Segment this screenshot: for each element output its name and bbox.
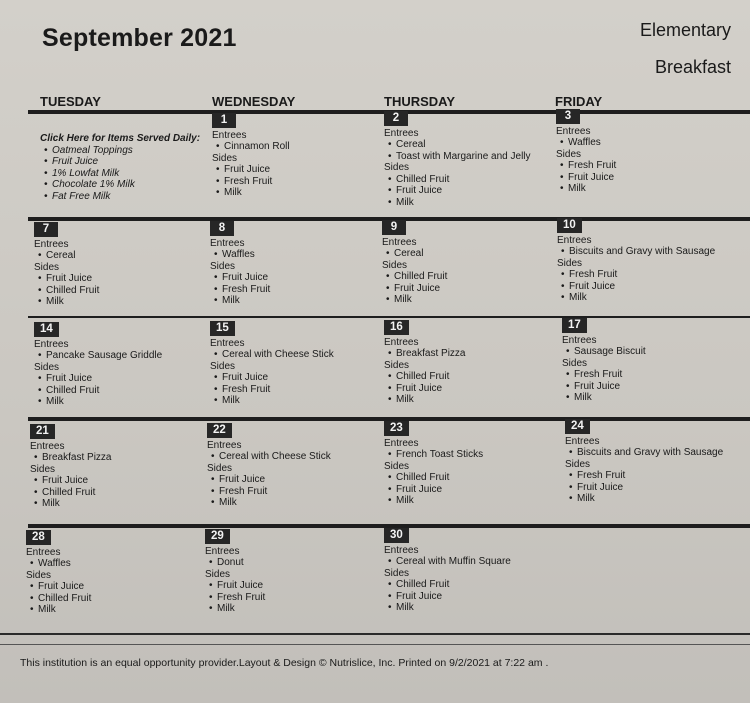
side-item[interactable]: • Milk <box>211 497 377 509</box>
entrees-list <box>205 557 375 569</box>
entree-item[interactable]: • Breakfast Pizza <box>388 348 554 360</box>
entrees-list <box>210 249 380 261</box>
sides-list <box>34 373 204 408</box>
date-badge: 8 <box>210 221 234 236</box>
date-badge: 14 <box>34 322 59 337</box>
side-item[interactable]: • Chilled Fruit <box>388 174 554 186</box>
side-item[interactable]: • Fresh Fruit <box>560 160 726 172</box>
day-cell-24 <box>565 419 735 505</box>
day-cell-16 <box>384 320 554 406</box>
entree-item[interactable]: • Pancake Sausage Griddle <box>38 350 204 362</box>
entree-item[interactable]: • Waffles <box>560 137 726 149</box>
sides-label: Sides <box>556 148 582 160</box>
side-item[interactable]: • Milk <box>38 296 204 308</box>
entrees-label: Entrees <box>34 338 69 350</box>
entrees-list <box>384 556 554 568</box>
sides-list <box>384 472 554 507</box>
day-cell-29 <box>205 529 375 615</box>
sides-list <box>30 475 200 510</box>
side-item[interactable]: • Fresh Fruit <box>211 486 377 498</box>
entrees-label: Entrees <box>26 546 61 558</box>
sides-label: Sides <box>34 361 60 373</box>
side-item[interactable]: • Milk <box>388 197 554 209</box>
sides-label: Sides <box>562 357 588 369</box>
sides-list <box>384 371 554 406</box>
sides-label: Sides <box>212 152 238 164</box>
date-badge: 7 <box>34 222 58 237</box>
sides-label: Sides <box>384 162 410 173</box>
day-header-wednesday: WEDNESDAY <box>212 94 296 109</box>
side-item[interactable]: • Milk <box>566 392 732 404</box>
date-badge: 10 <box>557 218 582 233</box>
entree-item[interactable]: • Toast with Margarine and Jelly <box>388 151 554 163</box>
day-cell-21 <box>30 424 200 510</box>
daily-items-link[interactable]: Click Here for Items Served Daily: <box>40 133 201 144</box>
footer-note: This institution is an equal opportunity provider.Layout & Design © Nutrislice, Inc. Printed on 9/2/2021 at 7:22 am . <box>20 657 549 669</box>
entrees-label: Entrees <box>212 129 247 141</box>
side-item[interactable]: • Fruit Juice <box>560 172 726 184</box>
side-item[interactable]: • Fruit Juice <box>388 185 554 197</box>
side-item[interactable]: • Fruit Juice <box>388 484 554 496</box>
sides-list <box>556 160 726 195</box>
entree-item[interactable]: • Cereal <box>38 250 204 262</box>
day-cell-8 <box>210 221 380 307</box>
entrees-label: Entrees <box>384 127 419 139</box>
meal-type-label: Breakfast <box>655 57 732 77</box>
sides-label: Sides <box>382 259 408 271</box>
sides-label: Sides <box>210 260 236 272</box>
entrees-list <box>30 452 200 464</box>
date-badge: 30 <box>384 528 409 543</box>
entrees-label: Entrees <box>34 238 69 250</box>
side-item[interactable]: • Milk <box>569 493 735 505</box>
entrees-label: Entrees <box>384 437 419 449</box>
date-badge: 17 <box>562 318 587 333</box>
sides-label: Sides <box>207 462 233 474</box>
entrees-label: Entrees <box>384 336 419 348</box>
side-item[interactable]: • Fruit Juice <box>38 373 204 385</box>
entree-item[interactable]: • Cereal with Cheese Stick <box>214 349 380 361</box>
sides-label: Sides <box>210 360 236 372</box>
entree-item[interactable]: • Cereal with Muffin Square <box>388 556 554 568</box>
side-item[interactable]: • Milk <box>214 395 380 407</box>
side-item[interactable]: • Fruit Juice <box>30 581 196 593</box>
side-item[interactable]: • Milk <box>388 602 554 614</box>
sides-label: Sides <box>384 359 410 371</box>
date-badge: 2 <box>384 111 408 126</box>
side-item[interactable]: • Fresh Fruit <box>214 384 380 396</box>
sides-list <box>382 271 552 306</box>
sides-list <box>207 474 377 509</box>
entree-item[interactable]: • Waffles <box>214 249 380 261</box>
side-item[interactable]: • Fruit Juice <box>386 283 552 295</box>
side-item[interactable]: • Fruit Juice <box>388 383 554 395</box>
entrees-label: Entrees <box>205 545 240 557</box>
entree-item[interactable]: • French Toast Sticks <box>388 449 554 461</box>
date-badge: 1 <box>212 113 236 128</box>
sides-list <box>26 581 196 616</box>
side-item[interactable]: • Fruit Juice <box>214 272 380 284</box>
sides-list <box>384 579 554 614</box>
entrees-label: Entrees <box>30 440 65 452</box>
sides-label: Sides <box>34 261 60 273</box>
date-badge: 24 <box>565 419 590 434</box>
entree-item[interactable]: • Cinnamon Roll <box>216 141 382 153</box>
sides-list <box>205 580 375 615</box>
date-badge: 21 <box>30 424 55 439</box>
day-cell-28 <box>26 530 196 616</box>
list-item: • Fat Free Milk <box>44 191 210 203</box>
day-cell-30 <box>384 528 554 614</box>
school-level-label: Elementary <box>640 20 732 40</box>
sides-label: Sides <box>384 567 410 579</box>
sides-label: Sides <box>557 257 583 269</box>
sides-list <box>565 470 735 505</box>
entree-item[interactable]: • Cereal <box>386 248 552 260</box>
day-cell-3 <box>556 109 726 195</box>
entrees-label: Entrees <box>207 439 242 451</box>
sides-label: Sides <box>205 568 231 580</box>
side-item[interactable]: • Chilled Fruit <box>386 271 552 283</box>
entree-item[interactable]: • Breakfast Pizza <box>34 452 200 464</box>
entrees-label: Entrees <box>210 237 245 249</box>
day-cell-15 <box>210 321 380 407</box>
date-badge: 16 <box>384 320 409 335</box>
side-item[interactable]: • Milk <box>560 183 726 195</box>
day-cell-14 <box>34 322 204 408</box>
side-item[interactable]: • Milk <box>388 495 554 507</box>
side-item[interactable]: • Chilled Fruit <box>388 579 554 591</box>
entrees-label: Entrees <box>384 544 419 556</box>
entree-item[interactable]: • Cereal <box>388 139 554 151</box>
side-item[interactable]: • Fresh Fruit <box>561 269 727 281</box>
side-item[interactable]: • Fruit Juice <box>561 281 727 293</box>
entrees-list <box>556 137 726 149</box>
day-cell-9 <box>382 220 552 306</box>
daily-items-list <box>40 145 210 203</box>
day-header-tuesday: TUESDAY <box>40 94 101 109</box>
date-badge: 22 <box>207 423 232 438</box>
side-item[interactable]: • Fruit Juice <box>34 475 200 487</box>
entrees-label: Entrees <box>562 334 597 346</box>
side-item[interactable]: • Fresh Fruit <box>214 284 380 296</box>
date-badge: 3 <box>556 109 580 124</box>
sides-list <box>210 272 380 307</box>
day-cell-17 <box>562 318 732 404</box>
side-item[interactable]: • Fruit Juice <box>38 273 204 285</box>
date-badge: 28 <box>26 530 51 545</box>
date-badge: 29 <box>205 529 230 544</box>
entrees-list <box>34 350 204 362</box>
side-item[interactable]: • Chilled Fruit <box>38 385 204 397</box>
side-item[interactable]: • Chilled Fruit <box>38 285 204 297</box>
entrees-list <box>384 449 554 461</box>
entree-item[interactable]: • Biscuits and Gravy with Sausage <box>569 447 735 459</box>
side-item[interactable]: • Milk <box>214 295 380 307</box>
date-badge: 15 <box>210 321 235 336</box>
day-cell-2 <box>384 111 554 208</box>
side-item[interactable]: • Chilled Fruit <box>388 371 554 383</box>
side-item[interactable]: • Fresh Fruit <box>209 592 375 604</box>
list-item: • 1% Lowfat Milk <box>44 168 210 180</box>
side-item[interactable]: • Fresh Fruit <box>566 369 732 381</box>
side-item[interactable]: • Chilled Fruit <box>388 472 554 484</box>
side-item[interactable]: • Milk <box>388 394 554 406</box>
day-cell-7 <box>34 222 204 308</box>
footer-divider <box>0 644 750 645</box>
entrees-label: Entrees <box>557 234 592 246</box>
side-item[interactable]: • Chilled Fruit <box>30 593 196 605</box>
entrees-label: Entrees <box>382 236 417 248</box>
sides-label: Sides <box>384 460 410 472</box>
entrees-list <box>384 348 554 360</box>
day-header-friday: FRIDAY <box>555 94 603 109</box>
entrees-label: Entrees <box>210 337 245 349</box>
side-item[interactable]: • Chilled Fruit <box>34 487 200 499</box>
entrees-list <box>34 250 204 262</box>
day-cell-22 <box>207 423 377 509</box>
entrees-list <box>210 349 380 361</box>
entrees-list <box>207 451 377 463</box>
list-item: • Fruit Juice <box>44 156 210 168</box>
side-item[interactable]: • Fruit Juice <box>216 164 382 176</box>
footer-divider <box>0 633 750 635</box>
sides-label: Sides <box>26 569 52 581</box>
sides-list <box>210 372 380 407</box>
side-item[interactable]: • Fruit Juice <box>209 580 375 592</box>
sides-list <box>212 164 382 199</box>
side-item[interactable]: • Milk <box>34 498 200 510</box>
day-cell-23 <box>384 421 554 507</box>
side-item[interactable]: • Milk <box>38 396 204 408</box>
list-item: • Chocolate 1% Milk <box>44 179 210 191</box>
entree-item[interactable]: • Donut <box>209 557 375 569</box>
entrees-list <box>562 346 732 358</box>
date-badge: 9 <box>382 220 406 235</box>
side-item[interactable]: • Fresh Fruit <box>216 176 382 188</box>
entrees-label: Entrees <box>565 435 600 447</box>
side-item[interactable]: • Fruit Juice <box>569 482 735 494</box>
entrees-list <box>382 248 552 260</box>
side-item[interactable]: • Fruit Juice <box>566 381 732 393</box>
sides-list <box>557 269 727 304</box>
side-item[interactable]: • Fruit Juice <box>214 372 380 384</box>
side-item[interactable]: • Fruit Juice <box>211 474 377 486</box>
entrees-list <box>384 139 554 162</box>
entrees-list <box>557 246 727 258</box>
sides-label: Sides <box>30 463 56 475</box>
sides-list <box>384 174 554 209</box>
sides-label: Sides <box>565 458 591 470</box>
day-header-thursday: THURSDAY <box>384 94 456 109</box>
entrees-list <box>565 447 735 459</box>
day-cell-1 <box>212 113 382 199</box>
side-item[interactable]: • Fruit Juice <box>388 591 554 603</box>
date-badge: 23 <box>384 421 409 436</box>
side-item[interactable]: • Milk <box>386 294 552 306</box>
sides-list <box>34 273 204 308</box>
side-item[interactable]: • Milk <box>30 604 196 616</box>
side-item[interactable]: • Fresh Fruit <box>569 470 735 482</box>
page-title: September 2021 <box>42 24 237 52</box>
day-cell-10 <box>557 218 727 304</box>
entree-item[interactable]: • Sausage Biscuit <box>566 346 732 358</box>
daily-items-cell[interactable] <box>40 133 210 202</box>
entrees-list <box>212 141 382 153</box>
entree-item[interactable]: • Waffles <box>30 558 196 570</box>
side-item[interactable]: • Milk <box>216 187 382 199</box>
entrees-list <box>26 558 196 570</box>
side-item[interactable]: • Milk <box>561 292 727 304</box>
entrees-label: Entrees <box>556 125 591 137</box>
side-item[interactable]: • Milk <box>209 603 375 615</box>
list-item: • Oatmeal Toppings <box>44 145 210 157</box>
sides-list <box>562 369 732 404</box>
entree-item[interactable]: • Biscuits and Gravy with Sausage <box>561 246 727 258</box>
entree-item[interactable]: • Cereal with Cheese Stick <box>211 451 377 463</box>
